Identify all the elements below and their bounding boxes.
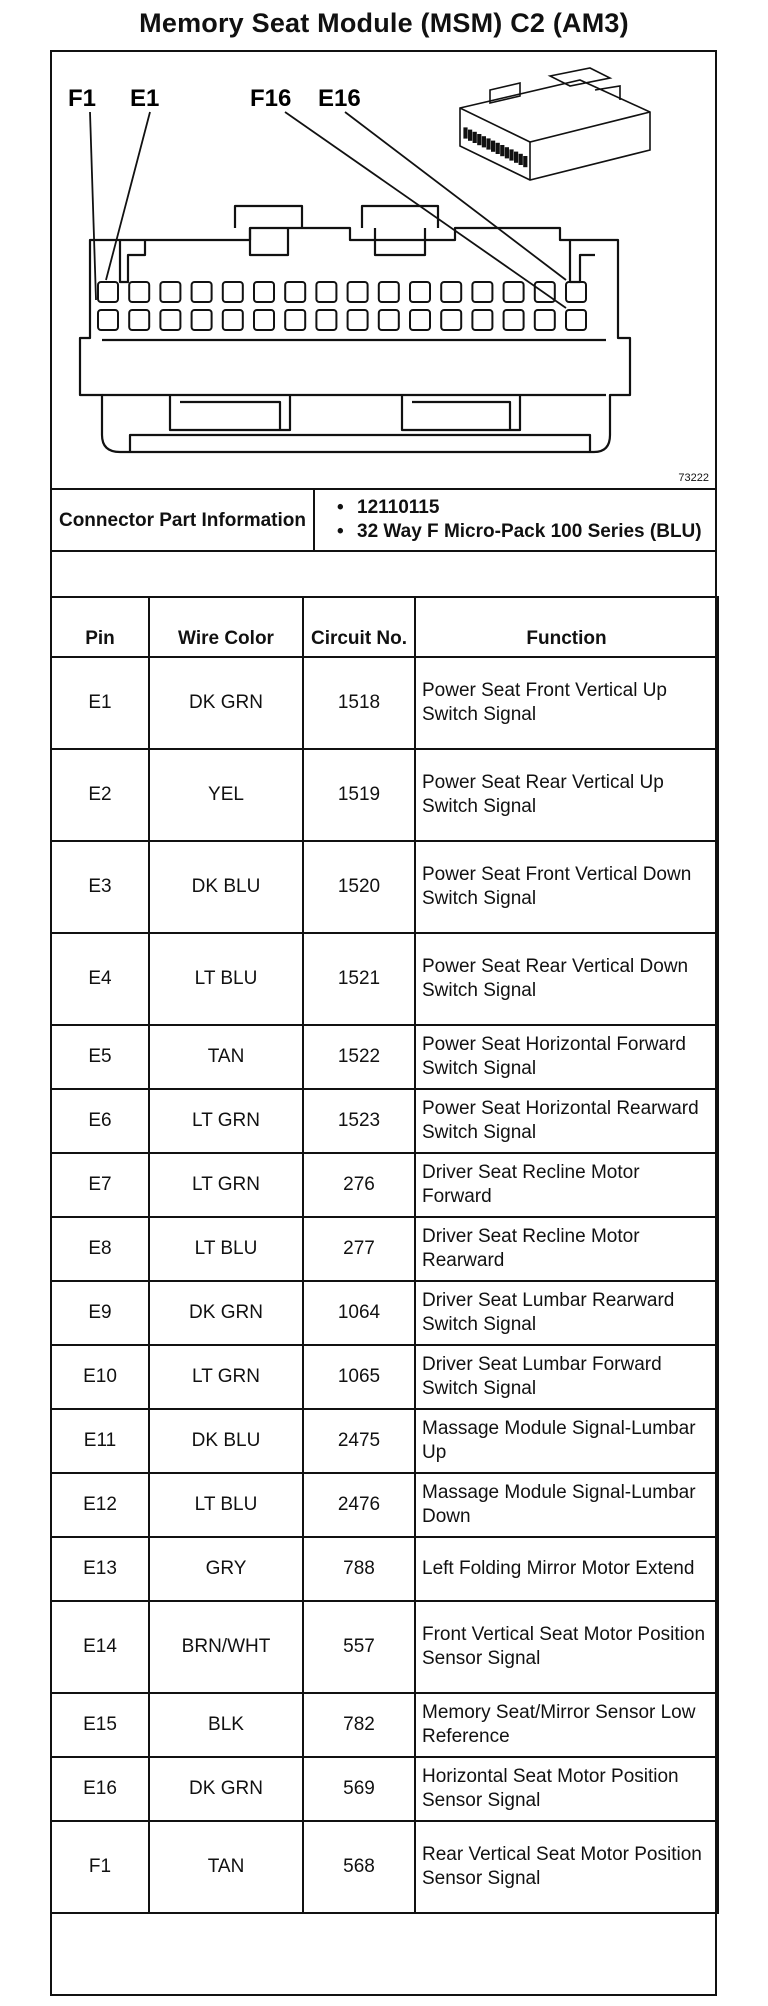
pin-e-cavity [192,282,212,302]
connector-drawing [50,50,717,490]
cell-circuit: 1523 [303,1089,415,1153]
iso-pin [496,143,499,153]
cell-pin: E15 [51,1693,149,1757]
page-title: Memory Seat Module (MSM) C2 (AM3) [139,8,629,38]
pin-e-cavity [504,282,524,302]
cell-circuit: 568 [303,1821,415,1913]
cell-pin: E1 [51,657,149,749]
cell-wire-color: LT GRN [149,1153,303,1217]
figure-number: 73222 [678,472,709,484]
table-row [51,1473,718,1537]
connector-info-label: Connector Part Information [51,489,314,551]
label-f1: F1 [68,85,97,112]
cell-circuit: 557 [303,1601,415,1693]
cell-circuit: 2475 [303,1409,415,1473]
table-row [51,1217,718,1281]
iso-pin [515,152,518,162]
pin-e-cavity [472,282,492,302]
cell-wire-color: DK BLU [149,1409,303,1473]
iso-pin [464,128,467,138]
cell-wire-color: LT BLU [149,933,303,1025]
pin-f-cavity [535,310,555,330]
pin-e-cavity [316,282,336,302]
cell-function: Front Vertical Seat Motor Position Sensor Signal [415,1601,718,1693]
cell-function: Driver Seat Lumbar Rearward Switch Signal [415,1281,718,1345]
cell-pin: E16 [51,1757,149,1821]
pin-f-cavity [254,310,274,330]
cell-circuit: 1065 [303,1345,415,1409]
table-row [51,1153,718,1217]
pin-e-cavity [254,282,274,302]
table-row [51,1345,718,1409]
cell-circuit: 1518 [303,657,415,749]
iso-pin [478,135,481,145]
cell-circuit: 569 [303,1757,415,1821]
cell-circuit: 1522 [303,1025,415,1089]
iso-pin [501,146,504,156]
pin-f-cavity [316,310,336,330]
cell-pin: E3 [51,841,149,933]
cell-function: Left Folding Mirror Motor Extend [415,1537,718,1601]
pin-f-cavity [441,310,461,330]
pin-e-cavity [98,282,118,302]
pin-f-cavity [223,310,243,330]
table-row [51,1409,718,1473]
cell-pin: E5 [51,1025,149,1089]
cell-circuit: 276 [303,1153,415,1217]
header-pin: Pin [51,597,149,657]
cell-function: Driver Seat Lumbar Forward Switch Signal [415,1345,718,1409]
cell-circuit: 1064 [303,1281,415,1345]
pin-e-cavity [160,282,180,302]
pin-e-cavity [410,282,430,302]
pinout-table [50,596,719,1914]
cell-pin: E12 [51,1473,149,1537]
cell-wire-color: TAN [149,1821,303,1913]
pin-e-cavity [285,282,305,302]
pin-f-cavity [504,310,524,330]
cell-circuit: 2476 [303,1473,415,1537]
cell-pin: E13 [51,1537,149,1601]
iso-pin [524,157,527,167]
pin-row-f [98,310,586,330]
cell-pin: E7 [51,1153,149,1217]
pin-f-cavity [285,310,305,330]
label-e1: E1 [130,85,160,112]
cell-wire-color: LT GRN [149,1089,303,1153]
cell-circuit: 277 [303,1217,415,1281]
cell-wire-color: YEL [149,749,303,841]
cell-wire-color: LT BLU [149,1473,303,1537]
pin-e-cavity [441,282,461,302]
cell-circuit: 782 [303,1693,415,1757]
pin-e-cavity [566,282,586,302]
pin-f-cavity [379,310,399,330]
cell-pin: E9 [51,1281,149,1345]
pin-e-cavity [129,282,149,302]
pin-e-cavity [379,282,399,302]
table-row [51,1025,718,1089]
cell-wire-color: GRY [149,1537,303,1601]
table-row [51,1693,718,1757]
label-f16: F16 [250,85,292,112]
table-row [51,1601,718,1693]
cell-circuit: 1521 [303,933,415,1025]
table-row [51,933,718,1025]
cell-circuit: 1520 [303,841,415,933]
iso-pin [510,150,513,160]
cell-circuit: 788 [303,1537,415,1601]
table-row [51,1089,718,1153]
table-row [51,749,718,841]
cell-pin: E14 [51,1601,149,1693]
iso-pin [487,139,490,149]
pin-f-cavity [98,310,118,330]
cell-wire-color: DK BLU [149,841,303,933]
connector-iso-icon [460,68,650,180]
cell-wire-color: DK GRN [149,1281,303,1345]
table-row [51,1821,718,1913]
cell-function: Power Seat Front Vertical Down Switch Signal [415,841,718,933]
label-e16: E16 [318,85,361,112]
pin-f-cavity [410,310,430,330]
connector-part-number: • 12110115 [337,497,440,518]
cell-circuit: 1519 [303,749,415,841]
cell-pin: E11 [51,1409,149,1473]
table-row [51,841,718,933]
cell-wire-color: DK GRN [149,657,303,749]
cell-wire-color: LT GRN [149,1345,303,1409]
cell-wire-color: LT BLU [149,1217,303,1281]
iso-pin [482,137,485,147]
connector-diagram [50,50,717,490]
cell-pin: E8 [51,1217,149,1281]
table-row [51,1281,718,1345]
pin-f-cavity [160,310,180,330]
cell-function: Massage Module Signal-Lumbar Down [415,1473,718,1537]
cell-wire-color: DK GRN [149,1757,303,1821]
iso-pin [473,132,476,142]
cell-wire-color: BLK [149,1693,303,1757]
cell-function: Driver Seat Recline Motor Forward [415,1153,718,1217]
pin-f-cavity [192,310,212,330]
cell-function: Power Seat Horizontal Forward Switch Signal [415,1025,718,1089]
cell-function: Power Seat Rear Vertical Up Switch Signal [415,749,718,841]
cell-function: Rear Vertical Seat Motor Position Sensor Signal [415,1821,718,1913]
cell-wire-color: BRN/WHT [149,1601,303,1693]
cell-function: Power Seat Rear Vertical Down Switch Signal [415,933,718,1025]
cell-function: Horizontal Seat Motor Position Sensor Signal [415,1757,718,1821]
cell-function: Power Seat Front Vertical Up Switch Signal [415,657,718,749]
pin-f-cavity [472,310,492,330]
pin-f-cavity [129,310,149,330]
cell-pin: E4 [51,933,149,1025]
cell-function: Massage Module Signal-Lumbar Up [415,1409,718,1473]
pin-f-cavity [348,310,368,330]
connector-info-values [314,489,716,551]
header-function: Function [415,597,718,657]
cell-function: Driver Seat Recline Motor Rearward [415,1217,718,1281]
iso-pin [492,141,495,151]
header-circuit: Circuit No. [303,597,415,657]
iso-pin [505,148,508,158]
connector-info-table [50,488,717,552]
pin-e-cavity [348,282,368,302]
pin-f-cavity [566,310,586,330]
table-row [51,1757,718,1821]
iso-pin [519,154,522,164]
cell-wire-color: TAN [149,1025,303,1089]
pin-e-cavity [223,282,243,302]
cell-pin: E2 [51,749,149,841]
cell-pin: F1 [51,1821,149,1913]
table-row [51,657,718,749]
cell-pin: E10 [51,1345,149,1409]
cell-function: Memory Seat/Mirror Sensor Low Reference [415,1693,718,1757]
cell-pin: E6 [51,1089,149,1153]
connector-type: • 32 Way F Micro-Pack 100 Series (BLU) [337,521,702,542]
iso-pin [469,130,472,140]
pin-row-e [98,282,586,302]
cell-function: Power Seat Horizontal Rearward Switch Signal [415,1089,718,1153]
header-wire-color: Wire Color [149,597,303,657]
table-row [51,1537,718,1601]
